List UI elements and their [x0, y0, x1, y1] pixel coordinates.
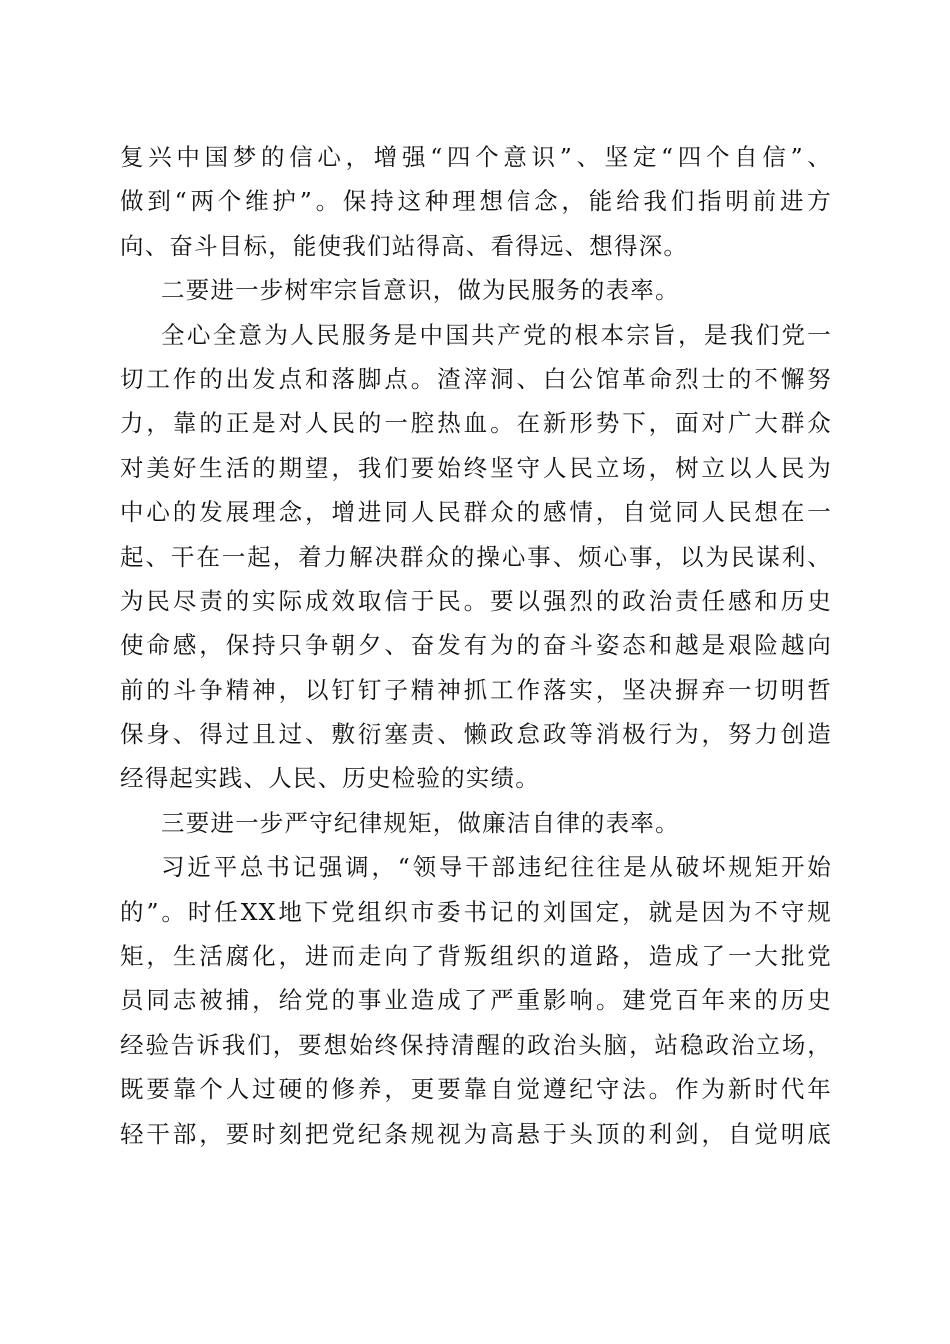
section-heading: 二要进一步树牢宗旨意识，做为民服务的表率。 [161, 276, 680, 305]
text-line: 全心全意为人民服务是中国共产党的根本宗旨，是我们党一 [161, 320, 832, 349]
text-line: 对美好生活的期望，我们要始终坚守人民立场，树立以人民为 [120, 453, 832, 482]
text-line: 使命感，保持只争朝夕、奋发有为的奋斗姿态和越是艰险越向 [120, 631, 832, 660]
text-line: 轻干部，要时刻把党纪条规视为高悬于头顶的利剑，自觉明底 [120, 1119, 832, 1148]
text-line: 中心的发展理念，增进同人民群众的感情，自觉同人民想在一 [120, 498, 832, 527]
text-line: 力，靠的正是对人民的一腔热血。在新形势下，面对广大群众 [120, 409, 832, 438]
text-line: 的”。时任XX地下党组织市委书记的刘国定，就是因为不守规 [120, 897, 832, 926]
text-line: 习近平总书记强调，“领导干部违纪往往是从破坏规矩开始 [161, 853, 832, 882]
text-line: 向、奋斗目标，能使我们站得高、看得远、想得深。 [120, 231, 689, 260]
text-line: 为民尽责的实际成效取信于民。要以强烈的政治责任感和历史 [120, 586, 832, 615]
section-heading: 三要进一步严守纪律规矩，做廉洁自律的表率。 [161, 808, 680, 837]
text-line: 既要靠个人过硬的修养，更要靠自觉遵纪守法。作为新时代年 [120, 1075, 832, 1104]
text-line: 员同志被捕，给党的事业造成了严重影响。建党百年来的历史 [120, 986, 832, 1015]
text-line: 经得起实践、人民、历史检验的实绩。 [120, 764, 540, 793]
document-body [120, 135, 832, 1156]
text-line: 切工作的出发点和落脚点。渣滓洞、白公馆革命烈士的不懈努 [120, 364, 832, 393]
text-line: 保身、得过且过、敷衍塞责、懒政怠政等消极行为，努力创造 [120, 720, 832, 749]
text-line: 起、干在一起，着力解决群众的操心事、烦心事，以为民谋利、 [120, 542, 832, 571]
text-line: 前的斗争精神，以钉钉子精神抓工作落实，坚决摒弃一切明哲 [120, 675, 832, 704]
text-line: 复兴中国梦的信心，增强“四个意识”、坚定“四个自信”、 [120, 143, 832, 171]
text-line: 做到“两个维护”。保持这种理想信念，能给我们指明前进方 [120, 187, 832, 216]
text-line: 矩，生活腐化，进而走向了背叛组织的道路，造成了一大批党 [120, 942, 832, 971]
text-line: 经验告诉我们，要想始终保持清醒的政治头脑，站稳政治立场， [120, 1030, 832, 1059]
